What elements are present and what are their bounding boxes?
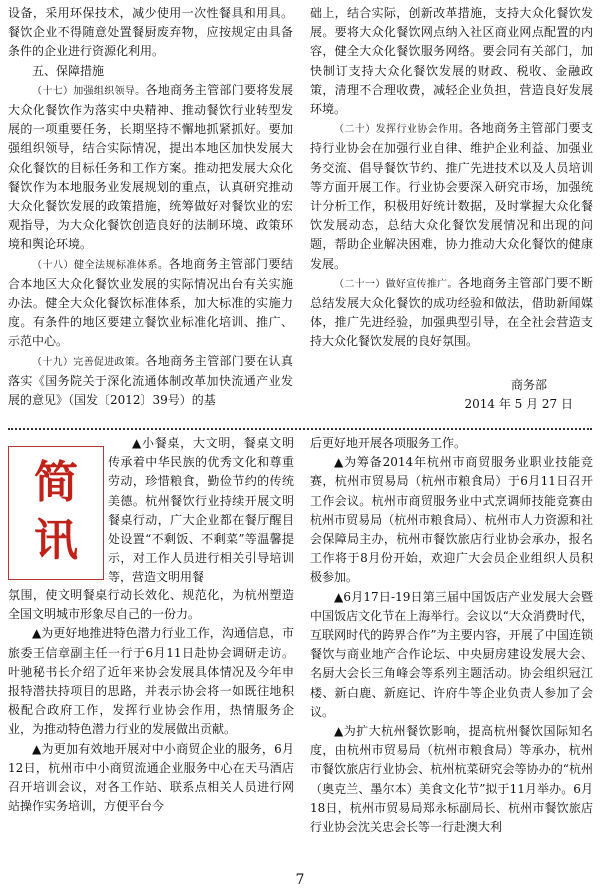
bottom-right-column xyxy=(310,434,593,837)
top-left-column xyxy=(8,4,293,410)
news-title-char-1: 简 xyxy=(34,457,78,508)
clause-heading: （十七）加强组织领导。 xyxy=(32,85,146,97)
news-item: ▲6月17日-19日第三届中国饭店产业发展大会暨中国饭店文化节在上海举行。会议以“大众消费时代，互联网时代的跨界合作”为主要内容，开展了中国连锁餐饮与商业地产合作论坛、中央厨房建设发展大会、名厨大会长三角峰会等系列主题活动。协会组织冠江楼、新白鹿、新庭记、许府牛等企业负责人参加了会议。 xyxy=(310,589,593,719)
top-right-column xyxy=(310,4,593,414)
news-title-char-2: 讯 xyxy=(34,515,78,566)
bottom-left-wrap-column xyxy=(108,434,294,588)
paragraph xyxy=(8,255,293,352)
page-number: 7 xyxy=(295,872,305,888)
clause-heading: （十八）健全法规标准体系。 xyxy=(32,259,169,271)
paragraph xyxy=(8,352,293,411)
signature-org: 商务部 xyxy=(510,377,547,392)
clause-body: 各地商务主管部门要将发展大众化餐饮作为落实中央精神、推动餐饮行业转型发展的一项重要任务，长期坚持不懈地抓紧抓好。要加强组织领导，结合实际情况，提出本地区加快发展大众化餐饮的目标任务和工作方案。推动把发展大众化餐饮作为本地服务业发展规划的重点，认真研究推动大众化餐饮发展的政策措施，统筹做好对餐饮业的宏观指导，为大众化餐饮创造良好的法制环境、政策环境和舆论环境。 xyxy=(8,82,293,252)
news-item: ▲为筹备2014年杭州市商贸服务业职业技能竞赛，杭州市贸易局（杭州市粮食局）于6月11日召开工作会议。杭州市商贸服务业中式烹调师技能竞赛由杭州市贸易局（杭州市粮食局）、杭州市人力资源和社会保障局主办，杭州市餐饮旅店行业协会承办，报名工作将于8月份开始，欢迎广大会员企业组织人员积极参加。 xyxy=(310,455,593,585)
bottom-left-column xyxy=(8,586,294,816)
clause-heading: （十九）完善促进政策。 xyxy=(32,356,146,368)
news-brief-box xyxy=(8,446,104,580)
clause-body: 各地商务主管部门要结合本地区大众化餐饮业发展的实际情况出台有关实施办法。健全大众化餐饮标准体系，加大标准的实施力度。有条件的地区要建立餐饮业标准化培训、推广、示范中心。 xyxy=(8,256,293,349)
signature-date: 2014 年 5 月 27 日 xyxy=(464,396,573,411)
clause-body: 各地商务主管部门要在认真落实《国务院关于深化流通体制改革加快流通产业发展的意见》（国发〔2012〕39号）的基 xyxy=(8,353,293,408)
paragraph: 础上，结合实际，创新改革措施，支持大众化餐饮发展。要将大众化餐饮网点纳入社区商业网点配置的内容，健全大众化餐饮服务网络。要会同有关部门，加快制订支持大众化餐饮发展的财政、税收、金融政策，清理不合理收费，减轻企业负担，营造良好发展环境。 xyxy=(310,6,593,117)
news-item-continued: 氛围，使文明餐桌行动长效化、规范化，为杭州塑造全国文明城市形象尽自己的一份力。 xyxy=(8,588,294,622)
paragraph xyxy=(310,274,593,352)
paragraph xyxy=(310,119,593,274)
news-item: ▲为更好地推进特色潜力行业工作，沟通信息，市旅委王信章副主任一行于6月11日赴协会调研走访。叶驰秘书长介绍了近年来协会发展具体情况及今年申报特潜扶持项目的思路，并表示协会将一如既往地积极配合政府工作，发挥行业协会作用，热情服务企业，为推动特色潜力行业的发展做出贡献。 xyxy=(8,626,294,737)
section-divider xyxy=(8,428,592,430)
paragraph xyxy=(8,81,293,255)
clause-body: 各地商务主管部门要支持行业协会在加强行业自律、维护企业利益、加强业务交流、倡导餐饮节约、推广先进技术以及人员培训等方面开展工作。行业协会要深入研究市场，加强统计分析工作，积极用好统计数据，及时掌握大众化餐饮发展动态，总结大众化餐饮发展情况和出现的问题，帮助企业解决困难，协力推动大众化餐饮的健康发展。 xyxy=(310,121,593,271)
clause-heading: （二十一）做好宣传推广。 xyxy=(334,278,458,290)
paragraph: 设备，采用环保技术，减少使用一次性餐具和用具。餐饮企业不得随意处置餐厨废弃物，应按规定由具备条件的企业进行资源化利用。 xyxy=(8,6,293,59)
news-item-continued: 后更好地开展各项服务工作。 xyxy=(310,436,467,450)
news-item: ▲为更加有效地开展对中小商贸企业的服务，6月12日，杭州市中小商贸流通企业服务中心在天马酒店召开培训会议，对各工作站、联系点相关人员进行网站操作实务培训，方便平台今 xyxy=(8,741,294,814)
news-item: ▲小餐桌，大文明，餐桌文明传承着中华民族的优秀文化和尊重劳动，珍惜粮食，勤俭节约的传统美德。杭州餐饮行业持续开展文明餐桌行动，广大企业都在餐厅醒目处设置“不剩饭、不剩菜”等温馨提示，对工作人员进行相关引导培训等，营造文明用餐 xyxy=(108,436,294,585)
clause-body: 各地商务主管部门要不断总结发展大众化餐饮的成功经验和做法，借助新闻媒体，推广先进经验，加强典型引导，在全社会营造支持大众化餐饮发展的良好氛围。 xyxy=(310,275,593,349)
clause-heading: （二十）发挥行业协会作用。 xyxy=(334,124,470,136)
section-heading: 五、保障措施 xyxy=(32,63,105,78)
news-item: ▲为扩大杭州餐饮影响，提高杭州餐饮国际知名度，由杭州市贸易局（杭州市粮食局）等承办，杭州市餐饮旅店行业协会、杭州杭菜研究会等协办的“杭州（奥克兰、墨尔本）美食文化节”拟于11月举办。6月18日，杭州市贸易局郑永标副局长、杭州市餐饮旅店行业协会沈关忠会长等一行赴澳大利 xyxy=(310,724,593,835)
